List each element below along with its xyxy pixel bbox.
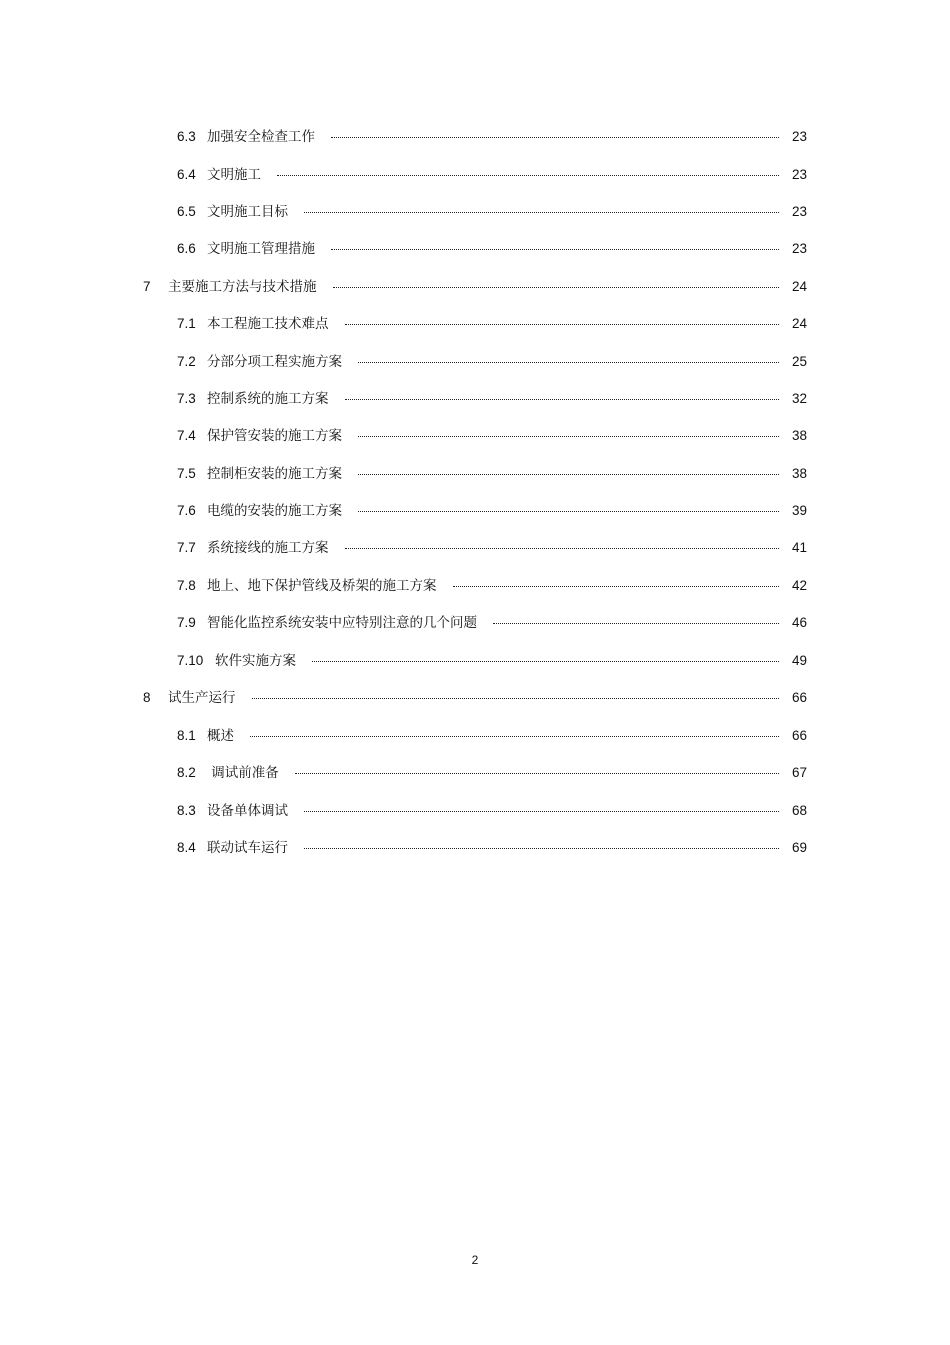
- toc-entry-number: 6.4: [177, 167, 196, 182]
- toc-entry[interactable]: [177, 537, 807, 559]
- dot-leader: [358, 473, 779, 475]
- toc-entry-page: 49: [791, 653, 807, 668]
- toc-entry-page: 23: [791, 204, 807, 219]
- toc-entry[interactable]: [177, 201, 807, 223]
- toc-entry-page: 46: [791, 615, 807, 630]
- toc-entry-title: 概述: [207, 728, 234, 744]
- toc-entry-title: 分部分项工程实施方案: [207, 354, 342, 370]
- toc-entry-page: 66: [791, 690, 807, 705]
- toc-entry[interactable]: [177, 575, 807, 597]
- toc-entry-number: 8.2: [177, 765, 196, 780]
- toc-entry[interactable]: [177, 500, 807, 522]
- toc-entry-title: 系统接线的施工方案: [207, 540, 329, 556]
- toc-entry-number: 7.2: [177, 354, 196, 369]
- toc-entry-number: 7.3: [177, 391, 196, 406]
- toc-entry-number: 8.3: [177, 803, 196, 818]
- toc-entry[interactable]: [177, 313, 807, 335]
- toc-entry-title: 加强安全检查工作: [207, 129, 315, 145]
- toc-entry-page: 38: [791, 466, 807, 481]
- dot-leader: [312, 660, 779, 662]
- toc-entry-title: 软件实施方案: [215, 653, 296, 669]
- toc-entry[interactable]: [177, 126, 807, 148]
- dot-leader: [333, 286, 780, 288]
- dot-leader: [295, 772, 779, 774]
- dot-leader: [304, 810, 779, 812]
- toc-entry-page: 23: [791, 129, 807, 144]
- toc-entry-number: 7.9: [177, 615, 196, 630]
- toc-entry-page: 23: [791, 241, 807, 256]
- toc-entry[interactable]: [177, 800, 807, 822]
- toc-entry-title: 控制柜安装的施工方案: [207, 466, 342, 482]
- toc-entry[interactable]: [177, 612, 807, 634]
- toc-entry-page: 68: [791, 803, 807, 818]
- toc-entry[interactable]: [177, 650, 807, 672]
- toc-entry-page: 69: [791, 840, 807, 855]
- dot-leader: [304, 211, 779, 213]
- dot-leader: [252, 697, 780, 699]
- dot-leader: [304, 847, 779, 849]
- dot-leader: [493, 622, 779, 624]
- toc-entry[interactable]: [177, 725, 807, 747]
- toc-entry-number: 8.1: [177, 728, 196, 743]
- toc-entry-number: 7.1: [177, 316, 196, 331]
- toc-entry-number: 7.6: [177, 503, 196, 518]
- dot-leader: [331, 248, 779, 250]
- dot-leader: [277, 174, 779, 176]
- toc-entry-page: 32: [791, 391, 807, 406]
- dot-leader: [358, 435, 779, 437]
- toc-entry-number: 7.10: [177, 653, 204, 668]
- toc-entry-number: 6.5: [177, 204, 196, 219]
- toc-entry-page: 66: [791, 728, 807, 743]
- toc-entry-page: 25: [791, 354, 807, 369]
- toc-entry-number: 7.8: [177, 578, 196, 593]
- toc-entry-chapter[interactable]: [143, 276, 807, 298]
- toc-entry[interactable]: [177, 463, 807, 485]
- toc-entry-page: 24: [791, 316, 807, 331]
- toc-entry[interactable]: [177, 762, 807, 784]
- toc-entry-title: 调试前准备: [207, 765, 279, 781]
- dot-leader: [453, 585, 780, 587]
- toc-entry-title: 文明施工: [207, 167, 261, 183]
- toc-entry-page: 23: [791, 167, 807, 182]
- toc-entry-number: 6.3: [177, 129, 196, 144]
- toc-entry-title: 智能化监控系统安装中应特别注意的几个问题: [207, 615, 477, 631]
- dot-leader: [331, 136, 779, 138]
- toc-entry-number: 7.4: [177, 428, 196, 443]
- toc-entry-title: 联动试车运行: [207, 840, 288, 856]
- toc-entry-title: 地上、地下保护管线及桥架的施工方案: [207, 578, 437, 594]
- toc-entry-number: 7: [143, 279, 151, 294]
- toc-entry-number: 7.5: [177, 466, 196, 481]
- toc-entry[interactable]: [177, 238, 807, 260]
- toc-entry-page: 67: [791, 765, 807, 780]
- dot-leader: [250, 735, 779, 737]
- toc-entry-page: 41: [791, 540, 807, 555]
- toc-entry-title: 文明施工管理措施: [207, 241, 315, 257]
- toc-entry-chapter[interactable]: [143, 687, 807, 709]
- toc-entry-number: 8.4: [177, 840, 196, 855]
- toc-entry-title: 控制系统的施工方案: [207, 391, 329, 407]
- toc-entry[interactable]: [177, 388, 807, 410]
- toc-entry-title: 设备单体调试: [207, 803, 288, 819]
- dot-leader: [345, 547, 780, 549]
- dot-leader: [358, 361, 779, 363]
- dot-leader: [345, 323, 780, 325]
- toc-entry-page: 38: [791, 428, 807, 443]
- toc-entry[interactable]: [177, 425, 807, 447]
- toc-entry-title: 保护管安装的施工方案: [207, 428, 342, 444]
- toc-entry-title: 试生产运行: [168, 690, 236, 706]
- toc-entry[interactable]: [177, 351, 807, 373]
- toc-entry-title: 电缆的安装的施工方案: [207, 503, 342, 519]
- toc-entry-number: 6.6: [177, 241, 196, 256]
- toc-entry-number: 8: [143, 690, 151, 705]
- toc-entry-title: 本工程施工技术难点: [207, 316, 329, 332]
- dot-leader: [345, 398, 780, 400]
- toc-entry-page: 42: [791, 578, 807, 593]
- toc-entry-title: 主要施工方法与技术措施: [168, 279, 317, 295]
- toc-entry-page: 39: [791, 503, 807, 518]
- toc-entry[interactable]: [177, 164, 807, 186]
- dot-leader: [358, 510, 779, 512]
- toc-entry-page: 24: [791, 279, 807, 294]
- toc-entry-number: 7.7: [177, 540, 196, 555]
- page-number: 2: [471, 1253, 479, 1267]
- toc-entry-title: 文明施工目标: [207, 204, 288, 220]
- toc-entry[interactable]: [177, 837, 807, 859]
